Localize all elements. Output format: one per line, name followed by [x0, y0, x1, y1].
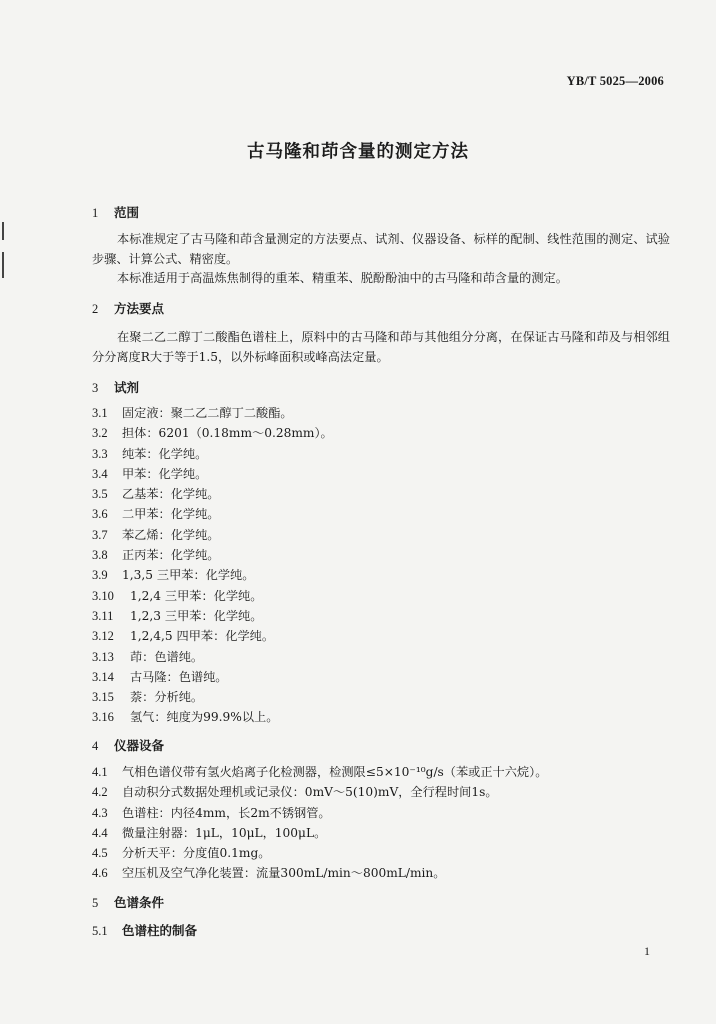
subsection-number: 5.1 — [92, 924, 108, 938]
item-text: 自动积分式数据处理机或记录仪：0mV～5(10)mV，全行程时间1s。 — [122, 785, 498, 800]
item-number: 3.16 — [92, 710, 114, 725]
item-number: 3.10 — [92, 588, 114, 603]
list-item — [92, 803, 547, 823]
list-item — [92, 504, 333, 524]
item-text: 1,2,4,5 四甲苯：化学纯。 — [130, 629, 275, 644]
list-item — [92, 626, 333, 646]
item-text: 担体：6201（0.18mm～0.28mm）。 — [122, 426, 333, 441]
item-number: 3.8 — [92, 548, 108, 563]
section-title: 方法要点 — [114, 301, 165, 316]
list-item — [92, 586, 333, 606]
item-text: 二甲苯：化学纯。 — [122, 507, 220, 522]
list-item — [92, 423, 333, 443]
reagent-list — [92, 403, 333, 728]
item-text: 色谱柱：内径4mm，长2m不锈钢管。 — [122, 805, 331, 820]
scan-edge-marks — [0, 222, 8, 282]
section-3-heading — [92, 378, 139, 396]
item-text: 固定液：聚二乙二醇丁二酸酯。 — [122, 406, 293, 420]
section-number: 3 — [92, 381, 99, 395]
item-text: 氢气：纯度为99.9%以上。 — [130, 710, 279, 725]
item-number: 3.15 — [92, 690, 114, 705]
document-title: 古马隆和茚含量的测定方法 — [247, 142, 469, 162]
list-item — [92, 667, 333, 687]
section-number: 4 — [92, 739, 99, 753]
list-item — [92, 843, 547, 863]
item-number: 3.5 — [92, 487, 108, 502]
list-item — [92, 565, 333, 585]
item-text: 1,2,3 三甲苯：化学纯。 — [130, 608, 263, 623]
item-number: 4.4 — [92, 825, 108, 840]
item-text: 茚：色谱纯。 — [130, 649, 204, 664]
section-1-paragraph-2: 本标准适用于高温炼焦制得的重苯、精重苯、脱酚酚油中的古马隆和茚含量的测定。 — [117, 271, 568, 285]
item-number: 4.5 — [92, 846, 108, 861]
subsection-title: 色谱柱的制备 — [122, 923, 198, 938]
section-5-heading — [92, 893, 164, 911]
item-text: 苯乙烯：化学纯。 — [122, 527, 220, 542]
section-title: 色谱条件 — [114, 895, 165, 910]
item-number: 3.11 — [92, 608, 114, 623]
section-title: 范围 — [114, 205, 140, 220]
item-text: 正丙苯：化学纯。 — [122, 548, 220, 563]
item-number: 3.13 — [92, 649, 114, 664]
item-number: 3.4 — [92, 466, 108, 481]
list-item — [92, 823, 547, 843]
item-number: 4.3 — [92, 805, 108, 820]
page-number: 1 — [644, 944, 650, 958]
section-number: 1 — [92, 206, 99, 220]
item-number: 4.1 — [92, 765, 108, 779]
section-number: 5 — [92, 896, 99, 910]
list-item — [92, 782, 547, 802]
list-item — [92, 863, 547, 883]
standard-code: YB/T 5025—2006 — [566, 74, 664, 88]
item-text: 微量注射器：1μL，10μL，100μL。 — [122, 825, 327, 840]
list-item — [92, 762, 547, 782]
subsection-5-1-heading — [92, 921, 197, 939]
item-number: 4.2 — [92, 785, 108, 800]
item-text: 纯苯：化学纯。 — [122, 446, 208, 461]
item-number: 3.12 — [92, 629, 114, 644]
item-text: 乙基苯：化学纯。 — [122, 487, 220, 502]
list-item — [92, 525, 333, 545]
item-number: 3.1 — [92, 406, 108, 420]
item-text: 分析天平：分度值0.1mg。 — [122, 846, 271, 861]
item-number: 3.9 — [92, 568, 108, 583]
list-item — [92, 484, 333, 504]
list-item — [92, 707, 333, 727]
section-4-heading — [92, 736, 164, 754]
list-item — [92, 403, 333, 423]
list-item — [92, 647, 333, 667]
item-text: 气相色谱仪带有氢火焰离子化检测器，检测限≤5×10⁻¹⁰g/s（苯或正十六烷）。 — [122, 765, 548, 779]
list-item — [92, 606, 333, 626]
item-text: 古马隆：色谱纯。 — [130, 669, 228, 684]
item-number: 3.7 — [92, 527, 108, 542]
item-text: 1,2,4 三甲苯：化学纯。 — [130, 588, 263, 603]
equipment-list — [92, 762, 547, 884]
item-text: 1,3,5 三甲苯：化学纯。 — [122, 568, 255, 583]
section-1-paragraph-1: 本标准规定了古马隆和茚含量测定的方法要点、试剂、仪器设备、标样的配制、线性范围的测定、试验步骤、计算公式、精密度。 — [92, 232, 670, 266]
section-1-heading — [92, 203, 139, 221]
section-title: 试剂 — [114, 380, 140, 395]
section-2-paragraph-1: 在聚二乙二醇丁二酸酯色谱柱上，原料中的古马隆和茚与其他组分分离，在保证古马隆和茚及与相邻组分分离度R大于等于1.5，以外标峰面积或峰高法定量。 — [92, 330, 670, 364]
item-number: 4.6 — [92, 866, 108, 881]
item-text: 空压机及空气净化装置：流量300mL/min～800mL/min。 — [122, 866, 446, 881]
item-number: 3.14 — [92, 669, 114, 684]
section-title: 仪器设备 — [114, 738, 165, 753]
list-item — [92, 464, 333, 484]
item-text: 萘：分析纯。 — [130, 690, 204, 705]
item-number: 3.3 — [92, 446, 108, 461]
item-text: 甲苯：化学纯。 — [122, 466, 208, 481]
list-item — [92, 444, 333, 464]
list-item — [92, 545, 333, 565]
section-2-heading — [92, 299, 164, 317]
item-number: 3.2 — [92, 426, 108, 441]
list-item — [92, 687, 333, 707]
item-number: 3.6 — [92, 507, 108, 522]
section-number: 2 — [92, 302, 99, 316]
